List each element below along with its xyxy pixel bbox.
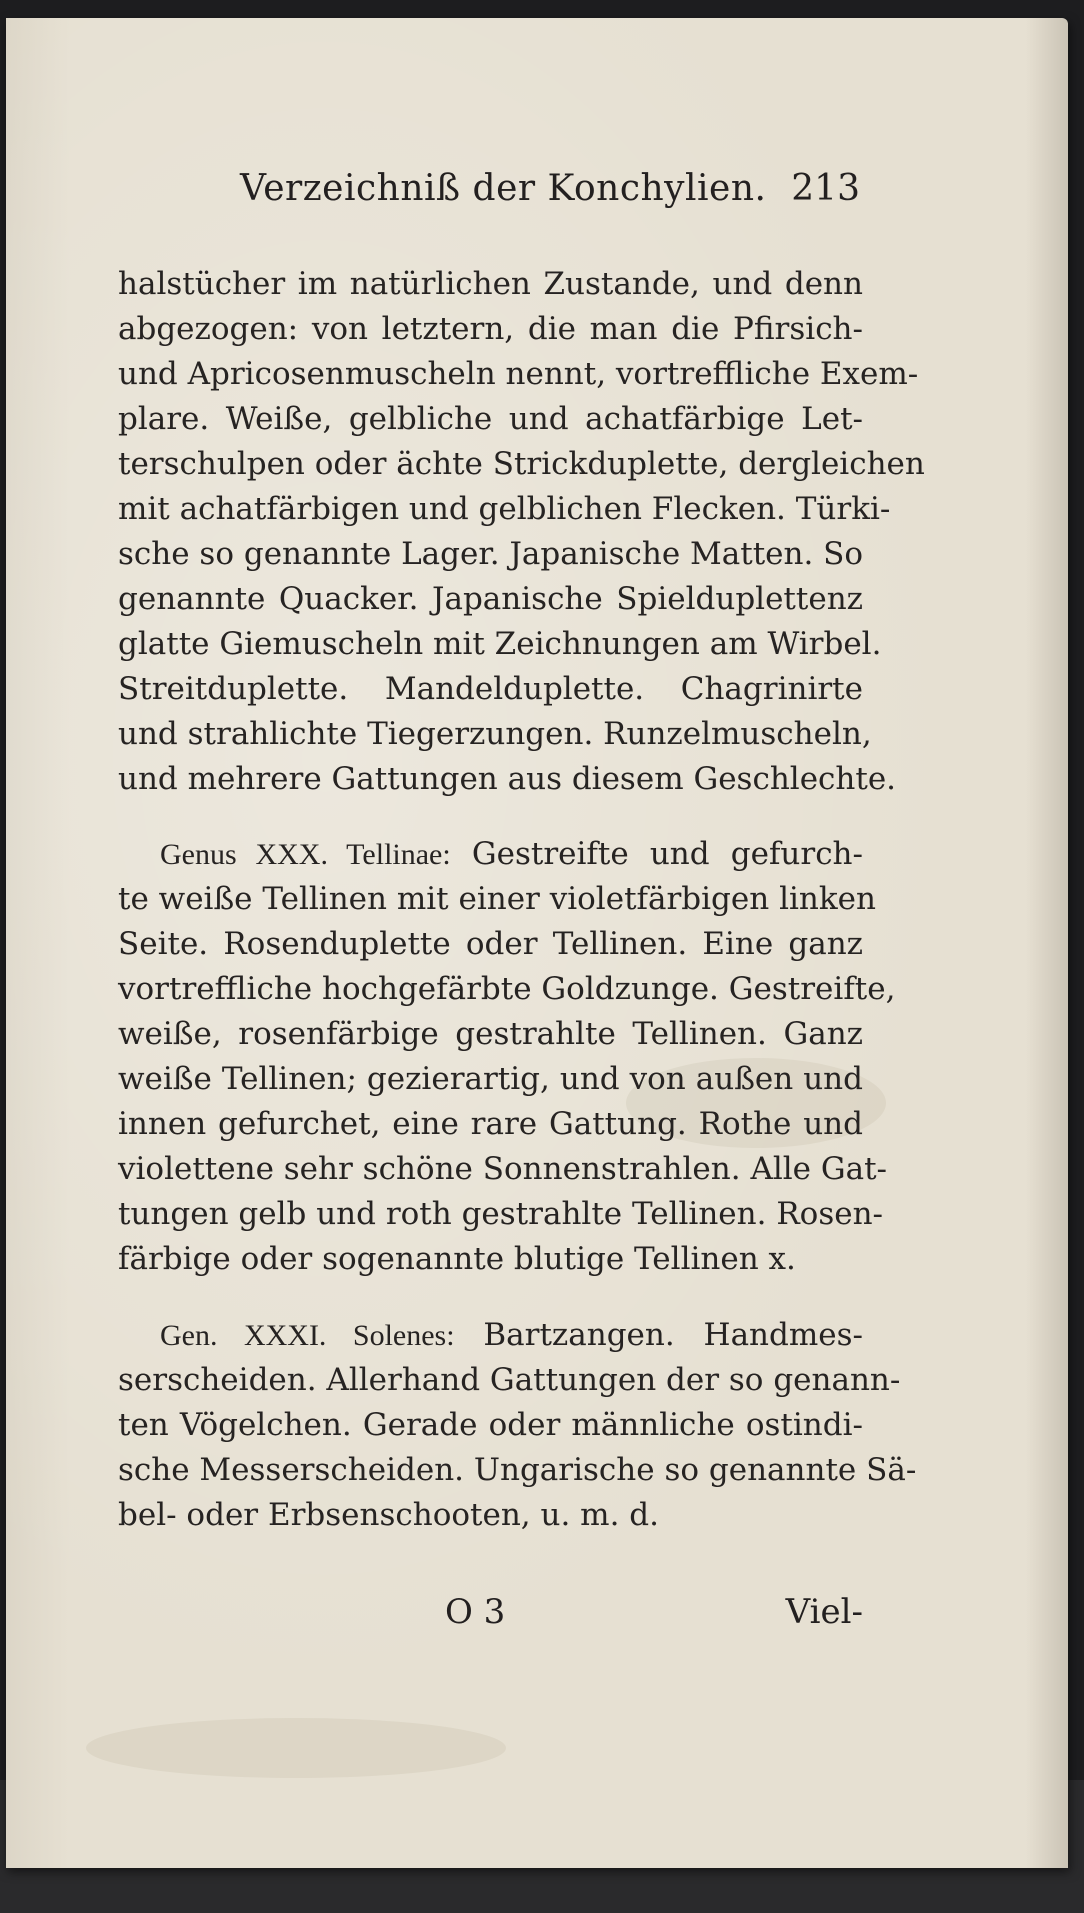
genus-label: Gen. XXXI. Solenes: [160, 1319, 455, 1352]
running-title: Verzeichniß der Konchylien. [240, 168, 767, 209]
catchword: Viel- [785, 1592, 863, 1632]
genus-label: Genus XXX. Tellinae: [160, 838, 451, 871]
text-line: innen gefurchet, eine rare Gattung. Rothe und [118, 1106, 863, 1142]
text-line: sche so genannte Lager. Japanische Matten. So [118, 536, 864, 572]
text-line: serscheiden. Allerhand Gattungen der so genann- [118, 1362, 901, 1398]
paragraph-1 [118, 262, 925, 802]
text-line: färbige oder sogenannte blutige Tellinen x. [118, 1241, 796, 1277]
text-line: sche Messerscheiden. Ungarische so genannte Sä- [118, 1452, 917, 1488]
text-line: ten Vögelchen. Gerade oder männliche ostindi- [118, 1407, 863, 1443]
text-line: tungen gelb und roth gestrahlte Tellinen. Rosen- [118, 1196, 884, 1232]
text-line: weiße Tellinen; gezierartig, und von außen und [118, 1061, 863, 1097]
paragraph-genus-xxxi [118, 1313, 917, 1538]
text-line: mit achatfärbigen und gelblichen Flecken. Türki- [118, 491, 891, 527]
signature-mark: O 3 [445, 1592, 506, 1632]
text-line [118, 832, 863, 877]
text-line: Seite. Rosenduplette oder Tellinen. Eine ganz [118, 926, 863, 962]
paragraph-genus-xxx [118, 832, 896, 1282]
page-number: 213 [791, 168, 860, 209]
text-line: und mehrere Gattungen aus diesem Geschlechte. [118, 761, 897, 797]
text-line: terschulpen oder ächte Strickduplette, dergleichen [118, 446, 925, 482]
text-line [118, 1313, 863, 1358]
text-line: genannte Quacker. Japanische Spielduplettenz [118, 581, 863, 617]
text-line: vortreffliche hochgefärbte Goldzunge. Gestreifte, [118, 971, 896, 1007]
text-line: und Apricosenmuscheln nennt, vortreffliche Exem- [118, 356, 919, 392]
text-line: abgezogen: von letztern, die man die Pfirsich- [118, 311, 863, 347]
text-line: glatte Giemuscheln mit Zeichnungen am Wirbel. [118, 626, 882, 662]
text-line: plare. Weiße, gelbliche und achatfärbige Let- [118, 401, 863, 437]
text-line: Streitduplette. Mandelduplette. Chagrinirte [118, 671, 863, 707]
text-run: Gestreifte und gefurch- [471, 836, 863, 872]
paper-stain [86, 1718, 506, 1778]
text-line: und strahlichte Tiegerzungen. Runzelmuscheln, [118, 716, 872, 752]
text-run: Bartzangen. Handmes- [483, 1317, 863, 1353]
text-line: violettene sehr schöne Sonnenstrahlen. Alle Gat- [118, 1151, 888, 1187]
page-header [240, 168, 860, 228]
text-line: halstücher im natürlichen Zustande, und denn [118, 266, 863, 302]
text-line: te weiße Tellinen mit einer violetfärbigen linken [118, 881, 876, 917]
text-line: bel- oder Erbsenschooten, u. m. d. [118, 1497, 659, 1533]
text-line: weiße, rosenfärbige gestrahlte Tellinen. Ganz [118, 1016, 863, 1052]
page-footer [445, 1592, 863, 1642]
